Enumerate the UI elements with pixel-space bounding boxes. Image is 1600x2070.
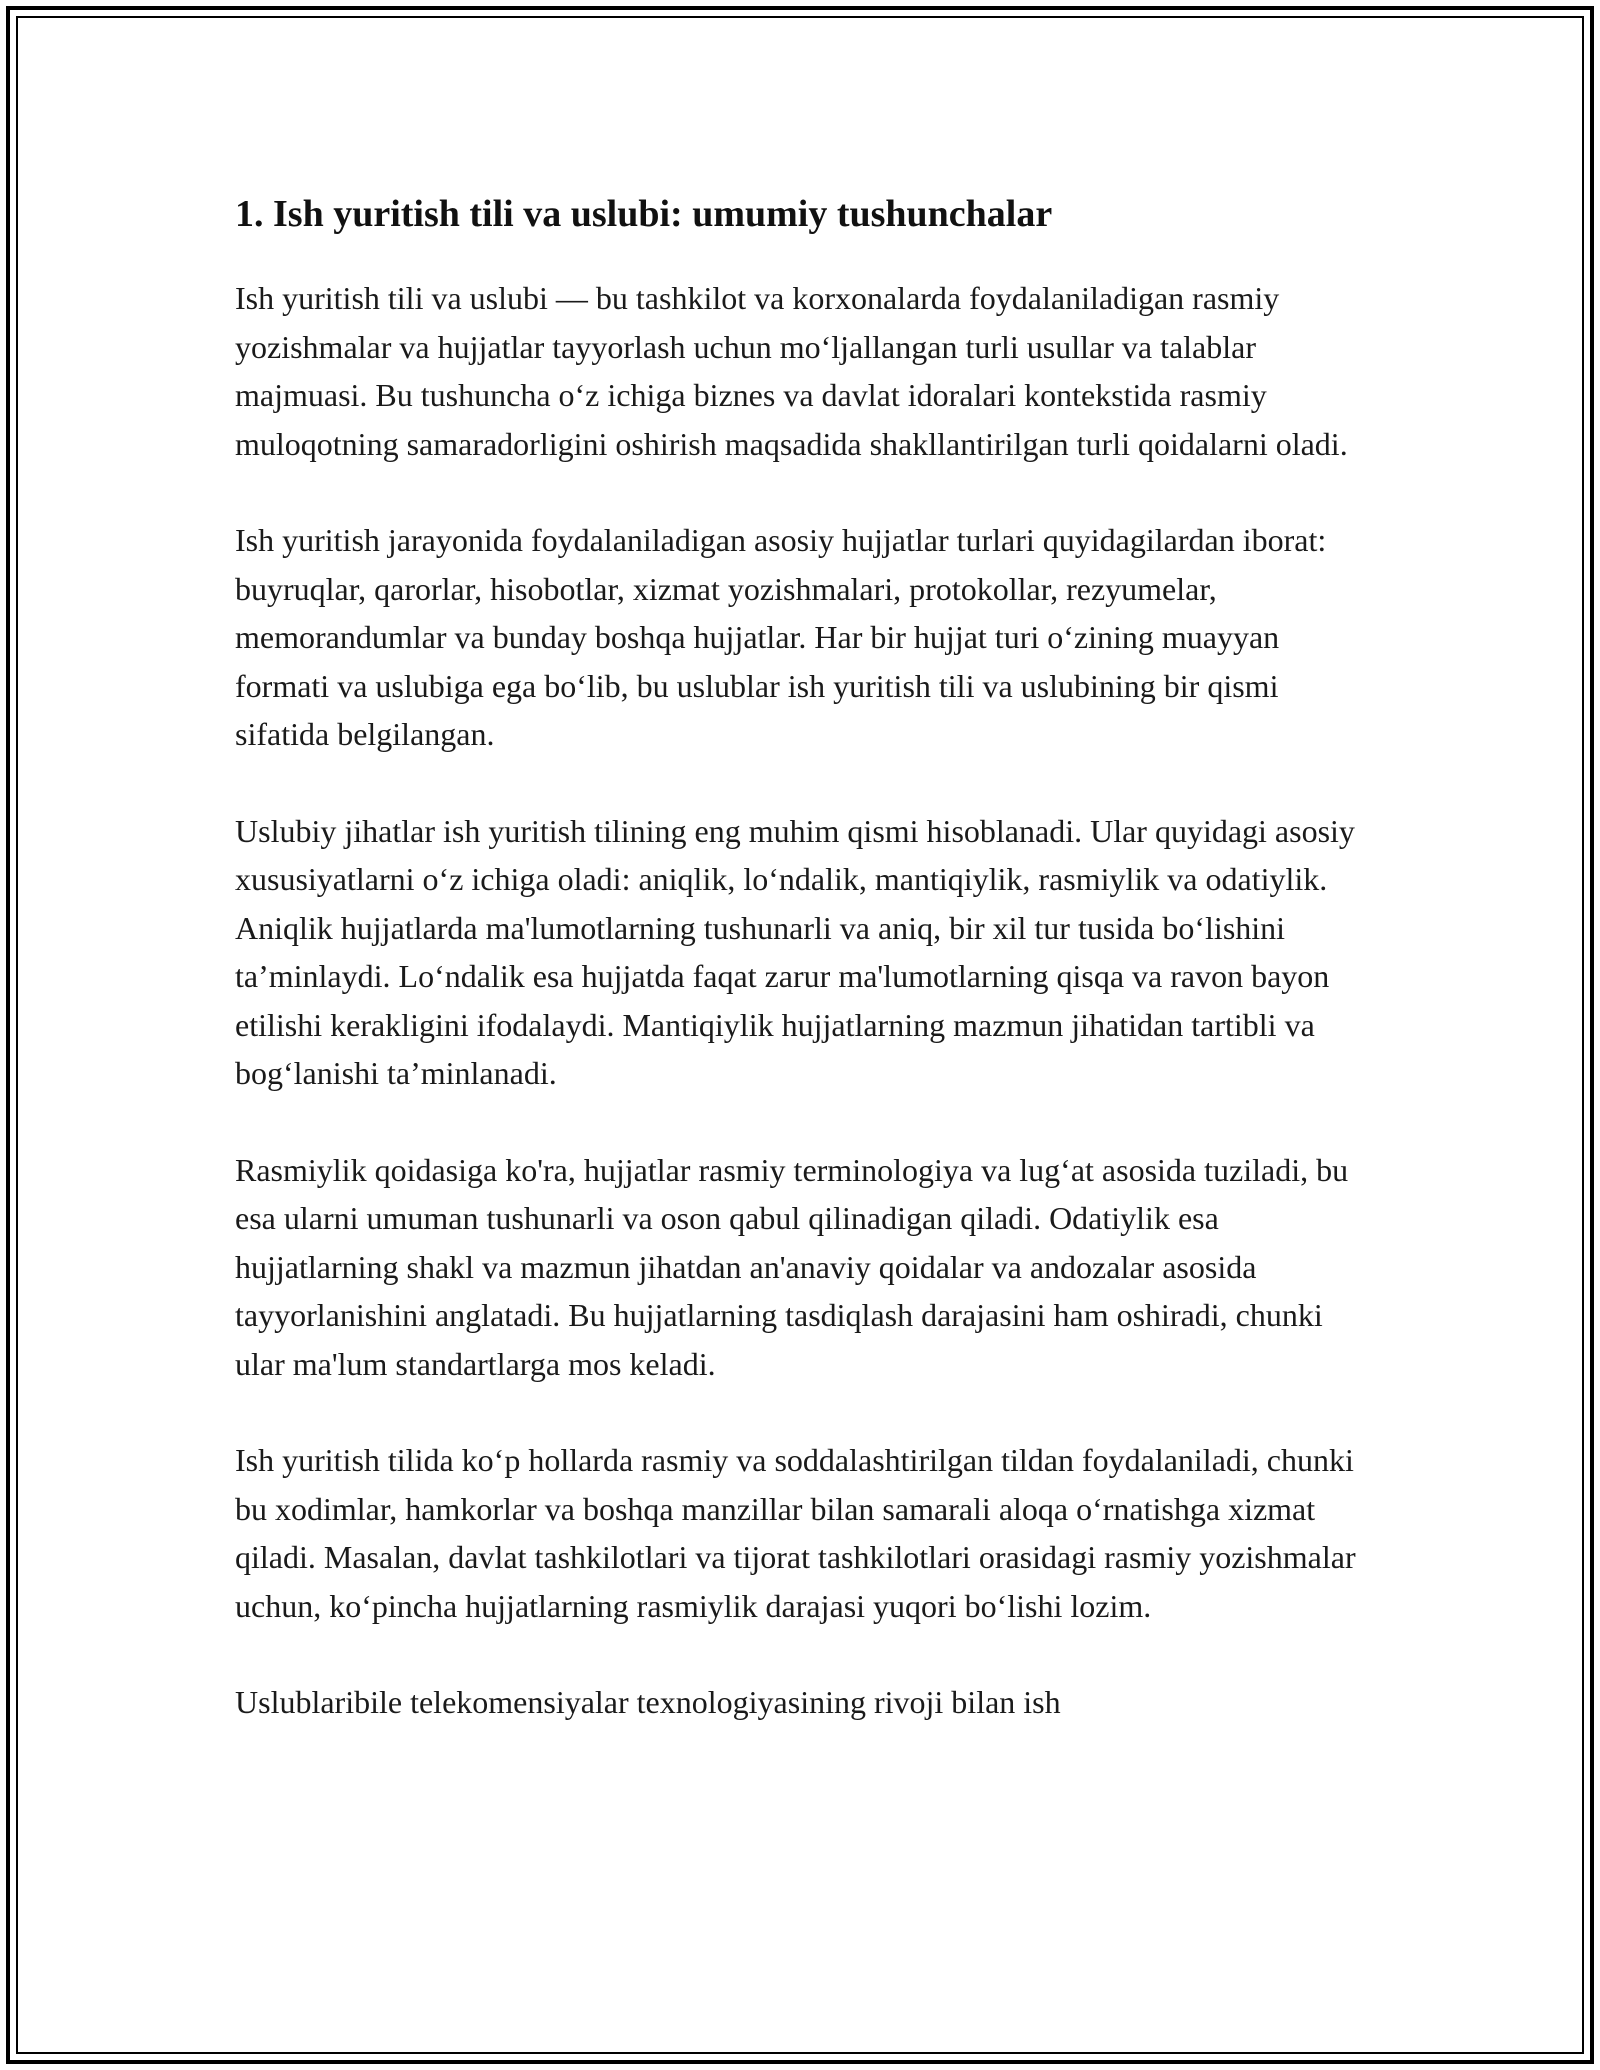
paragraph-1: Ish yuritish tili va uslubi — bu tashkilot va korxonalarda foydalaniladigan rasmiy yozishmalar va hujjatlar tayyorlash uchun moʻljallangan turli usullar va talablar majmuasi. Bu tushuncha oʻz ichiga biznes va davlat idoralari kontekstida rasmiy muloqotning samaradorligini oshirish maqsadida shakllantirilgan turli qoidalarni oladi. <box>235 280 1348 462</box>
paragraph-4: Rasmiylik qoidasiga ko'ra, hujjatlar rasmiy terminologiya va lugʻat asosida tuziladi, bu esa ularni umuman tushunarli va oson qabul qilinadigan qiladi. Odatiylik esa hujjatlarning shakl va mazmun jihatdan an'anaviy qoidalar va andozalar asosida tayyorlanishini anglatadi. Bu hujjatlarning tasdiqlash darajasini ham oshiradi, chunki ular ma'lum standartlarga mos keladi. <box>235 1151 1349 1382</box>
document-body <box>235 186 1370 1775</box>
paragraph-6: Uslublaribile telekomensiyalar texnologiyasining rivoji bilan ish <box>235 1684 1061 1720</box>
paragraph-3: Uslubiy jihatlar ish yuritish tilining eng muhim qismi hisoblanadi. Ular quyidagi asosiy xususiyatlarni oʻz ichiga oladi: aniqlik, loʻndalik, mantiqiylik, rasmiylik va odatiylik. Aniqlik hujjatlarda ma'lumotlarning tushunarli va aniq, bir xil tur tusida boʻlishini taʼminlaydi. Loʻndalik esa hujjatda faqat zarur ma'lumotlarning qisqa va ravon bayon etilishi kerakligini ifodalaydi. Mantiqiylik hujjatlarning mazmun jihatidan tartibli va bogʻlanishi taʼminlanadi. <box>235 812 1355 1091</box>
paragraph-5: Ish yuritish tilida koʻp hollarda rasmiy va soddalashtirilgan tildan foydalaniladi, chunki bu xodimlar, hamkorlar va boshqa manzillar bilan samarali aloqa oʻrnatishga xizmat qiladi. Masalan, davlat tashkilotlari va tijorat tashkilotlari orasidagi rasmiy yozishmalar uchun, koʻpincha hujjatlarning rasmiylik darajasi yuqori boʻlishi lozim. <box>235 1442 1356 1624</box>
paragraph-2: Ish yuritish jarayonida foydalaniladigan asosiy hujjatlar turlari quyidagilardan iborat: buyruqlar, qarorlar, hisobotlar, xizmat yozishmalari, protokollar, rezyumelar, memorandumlar va bunday boshqa hujjatlar. Har bir hujjat turi oʻzining muayyan formati va uslubiga ega boʻlib, bu uslublar ish yuritish tili va uslubining bir qismi sifatida belgilangan. <box>235 522 1327 752</box>
document-title: 1. Ish yuritish tili va uslubi: umumiy tushunchalar <box>235 193 1053 235</box>
